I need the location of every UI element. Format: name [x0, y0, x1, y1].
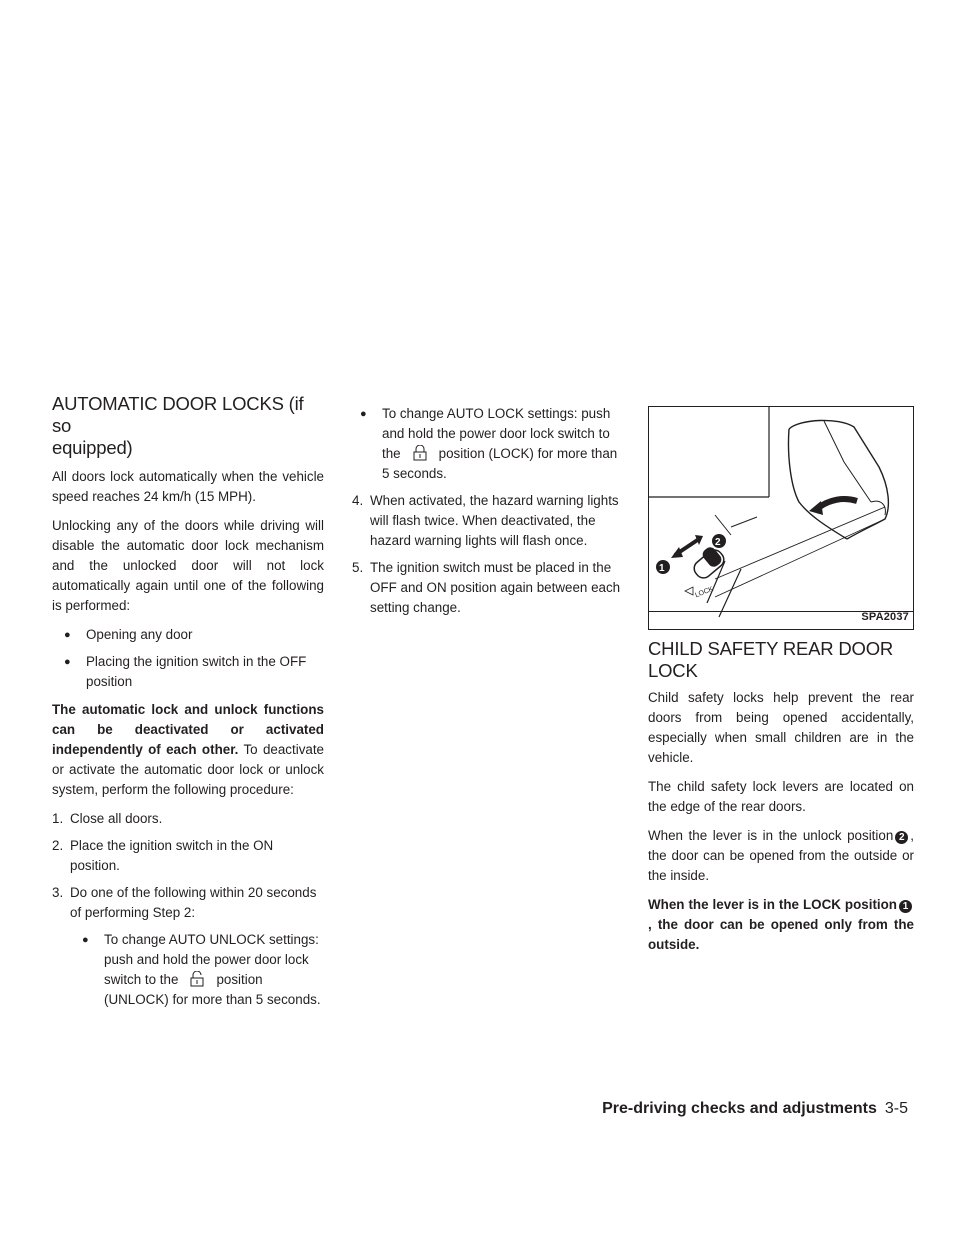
column-left: [52, 393, 324, 1017]
callout-2: 2: [715, 537, 721, 548]
lock-switch-icon: [409, 445, 431, 461]
lock-text: LOCK: [694, 585, 715, 600]
paragraph: Unlocking any of the doors while driving will disable the automatic door lock mechanism and the unlocked door will not lock automatically again until one of the following is performed:: [52, 518, 324, 613]
bold-lead: The automatic lock and unlock functions can be deactivated or activated independently of each other.: [52, 702, 324, 757]
section-title-automatic-door-locks: AUTOMATIC DOOR LOCKS (if so equipped): [52, 393, 304, 458]
section-title-child-safety: CHILD SAFETY REAR DOOR LOCK: [648, 638, 894, 681]
child-lock-illustration: [649, 407, 913, 629]
paragraph: Child safety locks help prevent the rear doors from being opened accidentally, especially when small children are in the vehicle.: [648, 690, 914, 765]
paragraph: When the lever is in the unlock position 2 , the door can be opened from the outside or the inside.: [648, 828, 914, 883]
page-footer: [602, 1100, 908, 1118]
column-middle: [352, 404, 622, 625]
callout-1: 1: [659, 563, 665, 574]
bullet-item: ● Placing the ignition switch in the OFF position: [64, 652, 324, 692]
step-item: 5. The ignition switch must be placed in the OFF and ON position again between each setting change.: [352, 560, 621, 615]
step-item: 1. Close all doors.: [52, 811, 163, 826]
child-lock-figure: [648, 406, 914, 630]
callout-number: 2: [895, 831, 908, 844]
paragraph: The child safety lock levers are located on the edge of the rear doors.: [648, 779, 914, 814]
step-item: 4. When activated, the hazard warning lights will flash twice. When deactivated, the hazard warning lights will flash once.: [352, 493, 619, 548]
bullet-item: ● Opening any door: [64, 625, 324, 645]
unlock-switch-icon: [186, 971, 208, 987]
footer-section: Pre-driving checks and adjustments: [602, 1100, 877, 1117]
sub-bullet-lock: ● To change AUTO LOCK settings: push and hold the power door lock switch to the position (LOCK) for more than 5 seconds.: [360, 404, 622, 484]
paragraph-bold: When the lever is in the LOCK position 1, the door can be opened only from the outside.: [648, 897, 914, 952]
step-item: 2. Place the ignition switch in the ON position.: [52, 838, 274, 873]
page-number: 3-5: [884, 1100, 908, 1117]
callout-number: 1: [899, 900, 912, 913]
figure-label: SPA2037: [861, 611, 909, 623]
sub-bullet-unlock: ● To change AUTO UNLOCK settings: push and hold the power door lock switch to the position (UNLOCK) for more than 5 seconds.: [82, 930, 324, 1010]
column-right: [648, 406, 914, 964]
paragraph: The automatic lock and unlock functions can be deactivated or activated independently of each other. To deactivate or activate the automatic door lock or unlock system, perform the following procedure:: [52, 702, 324, 797]
paragraph: All doors lock automatically when the vehicle speed reaches 24 km/h (15 MPH).: [52, 469, 324, 504]
step-item: 3. Do one of the following within 20 seconds of performing Step 2:: [52, 885, 317, 920]
